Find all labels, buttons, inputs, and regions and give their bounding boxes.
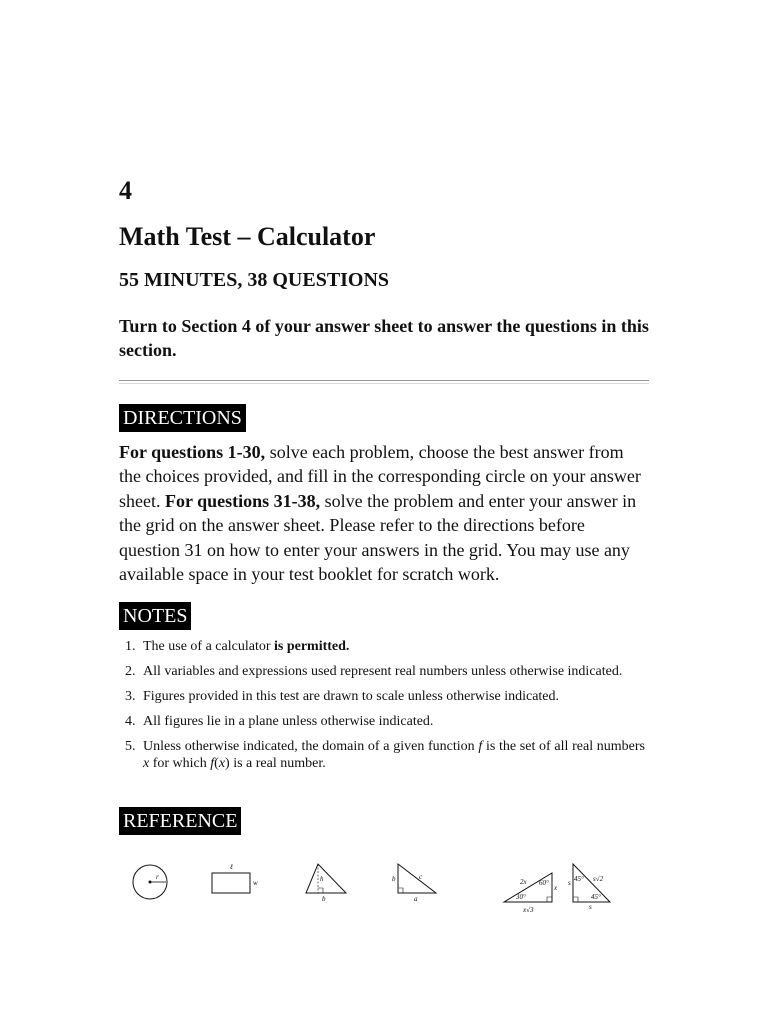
note-item bbox=[125, 713, 645, 730]
note-item bbox=[125, 738, 645, 772]
note-number: 2. bbox=[125, 664, 136, 679]
directions-text bbox=[119, 440, 649, 586]
page-title: Math Test – Calculator bbox=[119, 222, 376, 251]
note-number: 5. bbox=[125, 739, 136, 754]
notes-heading: NOTES bbox=[119, 602, 191, 630]
directions-part2-text: solve the problem and enter your answer in the grid on the answer sheet. Please refer to the directions before question 31 on how to enter your answers in the grid. You may use any available space in your test booklet for scratch work. bbox=[119, 490, 637, 585]
rectangle-label-w: w bbox=[253, 879, 258, 887]
triangle-figure bbox=[306, 864, 346, 903]
note-text: for which bbox=[149, 756, 211, 771]
right-triangle-figure bbox=[392, 864, 436, 903]
454590-label-s-root2: s√2 bbox=[593, 875, 604, 883]
note-item bbox=[125, 688, 645, 705]
note-number: 3. bbox=[125, 689, 136, 704]
306090-label-2x: 2x bbox=[520, 878, 527, 886]
note-text: Unless otherwise indicated, the domain of a given function bbox=[143, 739, 479, 754]
454590-label-45-top: 45° bbox=[574, 875, 584, 883]
note-text: The use of a calculator bbox=[143, 639, 274, 654]
306090-label-x-root3: x√3 bbox=[523, 906, 534, 914]
triangle-label-b: b bbox=[322, 895, 326, 903]
note-text: ( bbox=[214, 756, 219, 771]
30-60-90-triangle-figure bbox=[504, 873, 558, 914]
circle-label-r: r bbox=[156, 873, 159, 881]
divider bbox=[119, 380, 649, 384]
note-number: 1. bbox=[125, 639, 136, 654]
note-bold-text: is permitted. bbox=[274, 639, 350, 654]
reference-figures-svg bbox=[119, 858, 649, 922]
section-instructions: Turn to Section 4 of your answer sheet to answer the questions in this section. bbox=[119, 316, 649, 360]
note-text: ) is a real number. bbox=[225, 756, 326, 771]
reference-figures bbox=[119, 858, 649, 922]
section-number: 4 bbox=[119, 176, 132, 205]
directions-part1-bold: For questions 1-30, bbox=[119, 442, 266, 462]
triangle-label-h: h bbox=[320, 875, 324, 883]
reference-heading: REFERENCE bbox=[119, 807, 241, 835]
rectangle-label-l: ℓ bbox=[230, 863, 233, 871]
45-45-90-triangle-figure bbox=[568, 864, 610, 911]
note-text: All figures lie in a plane unless otherwise indicated. bbox=[143, 714, 434, 729]
right-triangle-label-a: a bbox=[414, 895, 418, 903]
note-item bbox=[125, 663, 645, 680]
circle-figure bbox=[133, 865, 167, 899]
note-text: All variables and expressions used represent real numbers unless otherwise indicated. bbox=[143, 664, 623, 679]
note-italic: x bbox=[218, 756, 226, 771]
directions-part2-bold: For questions 31-38, bbox=[164, 490, 321, 511]
454590-label-s-left: s bbox=[568, 879, 571, 887]
306090-label-x: x bbox=[554, 884, 558, 892]
right-triangle-label-c: c bbox=[419, 873, 423, 881]
306090-label-30: 30° bbox=[516, 893, 526, 901]
time-and-question-count: 55 MINUTES, 38 QUESTIONS bbox=[119, 269, 390, 291]
notes-list bbox=[119, 638, 645, 780]
note-number: 4. bbox=[125, 714, 136, 729]
note-item bbox=[125, 638, 645, 655]
306090-label-60: 60° bbox=[539, 879, 549, 887]
directions-part1-text: solve each problem, choose the best answer from the choices provided, and fill in the corresponding circle on your answer sheet. bbox=[119, 442, 641, 511]
right-triangle-label-b: b bbox=[392, 875, 396, 883]
454590-label-s-bottom: s bbox=[589, 903, 592, 911]
note-italic: f bbox=[210, 756, 215, 771]
note-text: is the set of all real numbers bbox=[482, 739, 645, 754]
454590-label-45-bottom: 45° bbox=[591, 893, 601, 901]
rectangle-figure bbox=[212, 863, 258, 893]
directions-heading: DIRECTIONS bbox=[119, 404, 246, 432]
note-text: Figures provided in this test are drawn to scale unless otherwise indicated. bbox=[143, 689, 560, 704]
note-italic: x bbox=[143, 756, 150, 771]
note-italic: f bbox=[478, 739, 483, 754]
